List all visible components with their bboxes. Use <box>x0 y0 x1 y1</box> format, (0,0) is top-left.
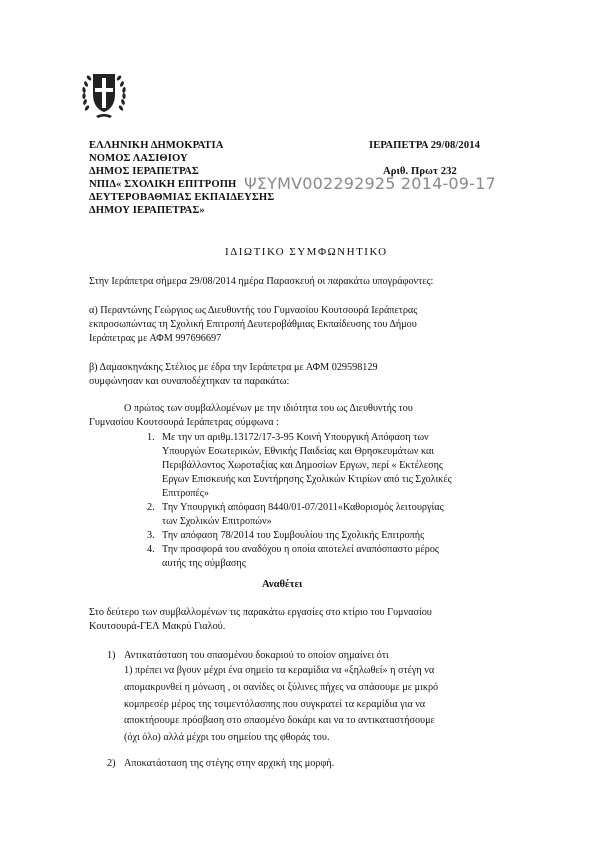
list-item-1-line-5: Επιτροπές» <box>162 488 209 499</box>
assigns-heading: Αναθέτει <box>262 579 303 590</box>
header-line-2: ΝΟΜΟΣ ΛΑΣΙΘΙΟΥ <box>89 153 188 164</box>
work-1-line-6: (όχι όλο) αλλά μέχρι του σημείου της φθοράς του. <box>124 732 330 743</box>
work-1-line-5: αποκτήσουμε πρόσβαση στο σπασμένο δοκάρι και να το αντικαταστήσουμε <box>124 715 435 726</box>
list-item-4-line-1: Την προσφορά του αναδόχου η οποία αποτελεί αναπόσπαστο μέρος <box>162 544 439 555</box>
work-1-line-3: απομακρυνθεί η μόνωση , οι σανίδες οι ξύλινες πήχες να σπάσουμε με μικρό <box>124 682 439 693</box>
party-b-line-1: β) Δαμασκηνάκης Στέλιος με έδρα την Ιεράπετρα με ΑΦΜ 029598129 <box>89 362 378 373</box>
work-number: 1) <box>107 650 116 661</box>
work-2-line-1: Αποκατάσταση της στέγης στην αρχική της μορφή. <box>124 758 335 769</box>
protocol-number: Αριθ. Πρωτ 232 <box>383 166 457 177</box>
greek-emblem <box>80 64 128 120</box>
party-a-line-3: Ιεράπετρας με ΑΦΜ 997696697 <box>89 333 222 344</box>
work-number: 2) <box>107 758 116 769</box>
list-item-1-line-1: Με την υπ αριθμ.13172/17-3-95 Κοινή Υπουργική Απόφαση των <box>162 432 429 443</box>
list-item-1-line-4: Εργων Επισκευής και Συντήρησης Σχολικών Κτιρίων από τις Σχολικές <box>162 474 452 485</box>
party-a-line-2: εκπροσωπώντας τη Σχολική Επιτροπή Δευτεροβάθμιας Εκπαίδευσης του Δήμου <box>89 319 417 330</box>
second-party-line-1: Στο δεύτερο των συμβαλλομένων τις παρακάτω εργασίες στο κτίριο του Γυμνασίου <box>89 607 432 618</box>
list-item-4-line-2: αυτής της σύμβασης <box>162 558 246 569</box>
work-1-line-1: Αντικατάσταση του σπασμένου δοκαριού το οποίον σημαίνει ότι <box>124 650 389 661</box>
place-date: ΙΕΡΑΠΕΤΡΑ 29/08/2014 <box>369 140 481 151</box>
header-line-3: ΔΗΜΟΣ ΙΕΡΑΠΕΤΡΑΣ <box>89 166 199 177</box>
list-item-3-line-1: Την απόφαση 78/2014 του Συμβουλίου της Σχολικής Επιτροπής <box>162 530 425 541</box>
list-number: 3. <box>147 530 155 541</box>
diavgeia-stamp: ΨΣΥΜV002292925 2014-09-17 <box>244 174 496 193</box>
list-item-1-line-3: Περιβάλλοντος Χωροταξίας και Δημοσίων Εργων, περί « Εκτέλεσης <box>162 460 443 471</box>
list-item-2-line-2: των Σχολικών Επιτροπών» <box>162 516 272 527</box>
list-number: 1. <box>147 432 155 443</box>
first-party-line-1: Ο πρώτος των συμβαλλομένων με την ιδιότητα του ως Διευθυντής του <box>124 403 413 414</box>
list-item-2-line-1: Την Υπουργική απόφαση 8440/01-07/2011«Καθορισμός λειτουργίας <box>162 502 444 513</box>
party-a-line-1: α) Περαντώνης Γεώργιος ως Διευθυντής του Γυμνασίου Κουτσουρά Ιεράπετρας <box>89 305 418 316</box>
second-party-line-2: Κουτσουρά-ΓΕΛ Μακρύ Γιαλού. <box>89 621 226 632</box>
list-number: 2. <box>147 502 155 513</box>
document-title: ΙΔΙΩΤΙΚΟ ΣΥΜΦΩΝΗΤΙΚΟ <box>225 246 388 258</box>
list-number: 4. <box>147 544 155 555</box>
header-line-6: ΔΗΜΟΥ ΙΕΡΑΠΕΤΡΑΣ» <box>89 205 205 216</box>
party-b-line-2: συμφώνησαν και συναποδέχτηκαν τα παρακάτω: <box>89 376 290 387</box>
work-1-line-4: κομπρεσέρ μέρος της τσιμεντόλασπης που συγκρατεί τα κεραμίδια για να <box>124 699 426 710</box>
first-party-line-2: Γυμνασίου Κουτσουρά Ιεράπετρας σύμφωνα : <box>89 417 279 428</box>
header-line-5: ΔΕΥΤΕΡΟΒΑΘΜΙΑΣ ΕΚΠΑΙΔΕΥΣΗΣ <box>89 192 275 203</box>
header-line-1: ΕΛΛΗΝΙΚΗ ΔΗΜΟΚΡΑΤΙΑ <box>89 140 224 151</box>
work-1-line-2: 1) πρέπει να βγουν μέχρι ένα σημείο τα κεραμίδια να «ξηλωθεί» η στέγη να <box>124 665 435 676</box>
intro-text: Στην Ιεράπετρα σήμερα 29/08/2014 ημέρα Παρασκευή οι παρακάτω υπογράφοντες: <box>89 276 434 287</box>
list-item-1-line-2: Υπουργών Εσωτερικών, Εθνικής Παιδείας και Θρησκευμάτων και <box>162 446 435 457</box>
header-line-4: ΝΠΙΔ« ΣΧΟΛΙΚΗ ΕΠΙΤΡΟΠΗ <box>89 179 237 190</box>
